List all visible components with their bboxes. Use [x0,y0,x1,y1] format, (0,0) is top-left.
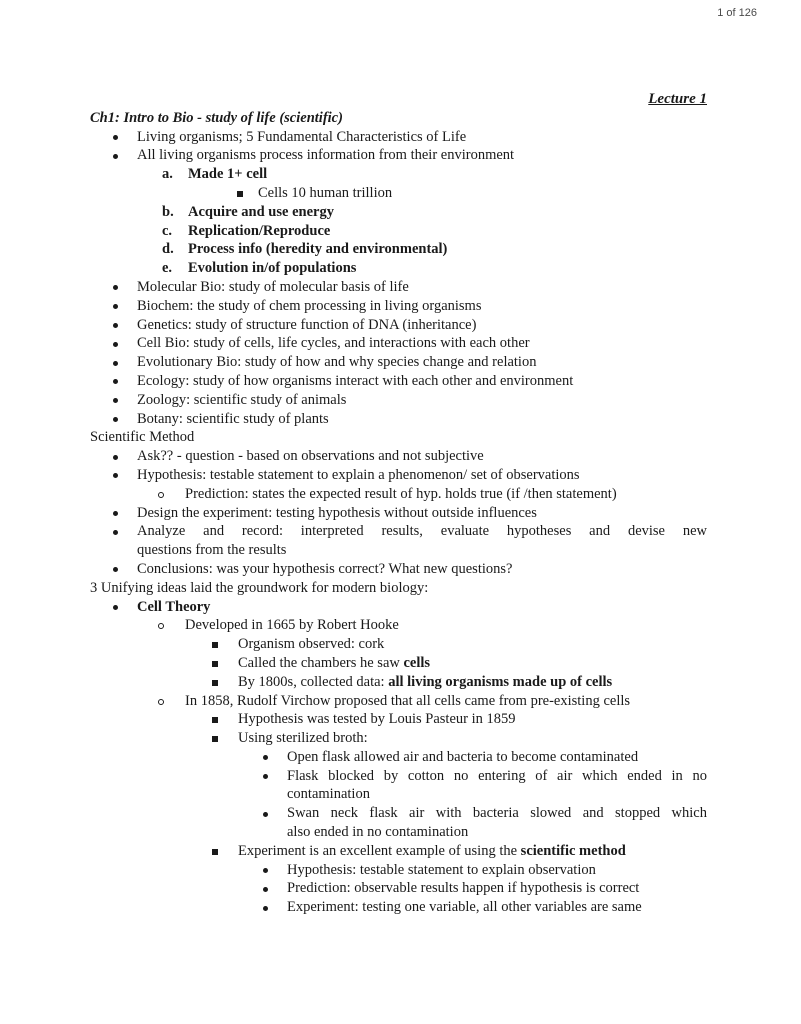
list-item [90,278,707,297]
text-segment: Zoology: scientific study of animals [137,391,347,408]
list-letter: d. [162,241,174,258]
text-segment: Organism observed: cork [238,636,385,653]
text-segment: scientific method [520,842,626,859]
square-bullet-icon [212,642,218,648]
disc-bullet-icon [113,379,118,384]
disc-bullet-icon [263,774,268,779]
square-bullet-icon [212,849,218,855]
text-segment: Cell Theory [137,598,211,615]
text-segment: Analyze and record: interpreted results, evaluate hypotheses and devise new [137,523,707,540]
list-item [90,297,707,316]
text-segment: Ask?? - question - based on observations and not subjective [137,448,484,465]
list-item [90,541,707,560]
list-item [90,222,707,241]
list-item [90,842,707,861]
text-segment: Prediction: states the expected result of hyp. holds true (if /then statement) [185,485,617,502]
disc-bullet-icon [113,285,118,290]
list-item [90,710,707,729]
text-segment: By 1800s, collected data: [238,673,389,690]
text-segment: Acquire and use energy [188,203,334,220]
list-item [90,879,707,898]
text-segment: Hypothesis: testable statement to explain a phenomenon/ set of observations [137,466,580,483]
text-segment: all living organisms made up of cells [388,673,613,690]
text-segment: also ended in no contamination [287,824,469,841]
text-segment: Molecular Bio: study of molecular basis of life [137,278,409,295]
list-item [90,391,707,410]
list-item [90,861,707,880]
list-letter: a. [162,166,173,183]
text-segment: Using sterilized broth: [238,730,368,747]
list-item [90,673,707,692]
notes-list [90,109,707,917]
list-item [90,635,707,654]
text-segment: Open flask allowed air and bacteria to become contaminated [287,748,639,765]
list-letter: c. [162,222,173,239]
list-item [90,748,707,767]
list-item [90,109,707,128]
text-segment: Developed in 1665 by Robert Hooke [185,617,399,634]
list-item [90,560,707,579]
text-segment: Made 1+ cell [188,166,268,183]
text-segment: Ecology: study of how organisms interact with each other and environment [137,372,574,389]
disc-bullet-icon [113,398,118,403]
text-segment: Cells 10 human trillion [258,184,393,201]
circle-bullet-icon [158,623,164,629]
disc-bullet-icon [113,323,118,328]
text-segment: All living organisms process information from their environment [137,147,515,164]
list-item [90,504,707,523]
text-segment: Botany: scientific study of plants [137,410,329,427]
disc-bullet-icon [113,455,118,460]
square-bullet-icon [212,717,218,723]
text-segment: Swan neck flask air with bacteria slowed and stopped which [287,805,707,822]
square-bullet-icon [212,736,218,742]
list-letter: b. [162,203,174,220]
text-segment: cells [403,654,431,671]
list-item [90,410,707,429]
list-item [90,240,707,259]
disc-bullet-icon [113,567,118,572]
list-item [90,203,707,222]
text-segment: Conclusions: was your hypothesis correct? What new questions? [137,560,513,577]
text-segment: In 1858, Rudolf Virchow proposed that all cells came from pre-existing cells [185,692,631,709]
text-segment: Scientific Method [90,429,195,446]
text-segment: Experiment is an excellent example of using the [238,842,521,859]
list-item [90,146,707,165]
text-segment: Evolution in/of populations [188,260,357,277]
list-item [90,428,707,447]
disc-bullet-icon [113,361,118,366]
disc-bullet-icon [113,473,118,478]
list-item [90,466,707,485]
list-item [90,334,707,353]
text-segment: Design the experiment: testing hypothesis without outside influences [137,504,537,521]
text-segment: Replication/Reproduce [188,222,331,239]
text-segment: Living organisms; 5 Fundamental Characteristics of Life [137,128,467,145]
list-item [90,804,707,823]
square-bullet-icon [212,680,218,686]
disc-bullet-icon [263,906,268,911]
disc-bullet-icon [263,887,268,892]
disc-bullet-icon [113,530,118,535]
text-segment: Process info (heredity and environmental) [188,241,448,258]
list-item [90,353,707,372]
list-item [90,654,707,673]
document-content [90,90,707,917]
text-segment: Evolutionary Bio: study of how and why species change and relation [137,354,537,371]
list-item [90,522,707,541]
list-item [90,184,707,203]
list-item [90,259,707,278]
list-item [90,316,707,335]
disc-bullet-icon [113,342,118,347]
list-item [90,128,707,147]
text-segment: questions from the results [137,542,287,559]
page-number-indicator: 1 of 126 [717,7,757,19]
list-item [90,447,707,466]
lecture-heading: Lecture 1 [648,91,707,107]
text-segment: Cell Bio: study of cells, life cycles, and interactions with each other [137,335,530,352]
list-item [90,785,707,804]
list-item [90,372,707,391]
list-item [90,898,707,917]
list-item [90,485,707,504]
disc-bullet-icon [113,304,118,309]
list-item [90,767,707,786]
list-item [90,598,707,617]
text-segment: Ch1: Intro to Bio - study of life (scientific) [90,109,343,126]
circle-bullet-icon [158,699,164,705]
list-item [90,823,707,842]
disc-bullet-icon [113,605,118,610]
list-item [90,692,707,711]
text-segment: Hypothesis was tested by Louis Pasteur in 1859 [238,711,516,728]
text-segment: Called the chambers he saw [238,654,404,671]
text-segment: contamination [287,786,370,803]
list-item [90,616,707,635]
list-item [90,729,707,748]
disc-bullet-icon [113,135,118,140]
list-letter: e. [162,260,173,277]
square-bullet-icon [212,661,218,667]
text-segment: Prediction: observable results happen if hypothesis is correct [287,880,640,897]
disc-bullet-icon [263,812,268,817]
disc-bullet-icon [113,511,118,516]
text-segment: Hypothesis: testable statement to explain observation [287,861,596,878]
disc-bullet-icon [263,868,268,873]
disc-bullet-icon [113,154,118,159]
text-segment: Flask blocked by cotton no entering of air which ended in no [287,767,707,784]
square-bullet-icon [237,191,243,197]
text-segment: Genetics: study of structure function of DNA (inheritance) [137,316,477,333]
text-segment: 3 Unifying ideas laid the groundwork for modern biology: [90,579,429,596]
circle-bullet-icon [158,492,164,498]
disc-bullet-icon [263,755,268,760]
text-segment: Experiment: testing one variable, all other variables are same [287,899,642,916]
list-item [90,579,707,598]
text-segment: Biochem: the study of chem processing in living organisms [137,297,482,314]
list-item [90,165,707,184]
disc-bullet-icon [113,417,118,422]
